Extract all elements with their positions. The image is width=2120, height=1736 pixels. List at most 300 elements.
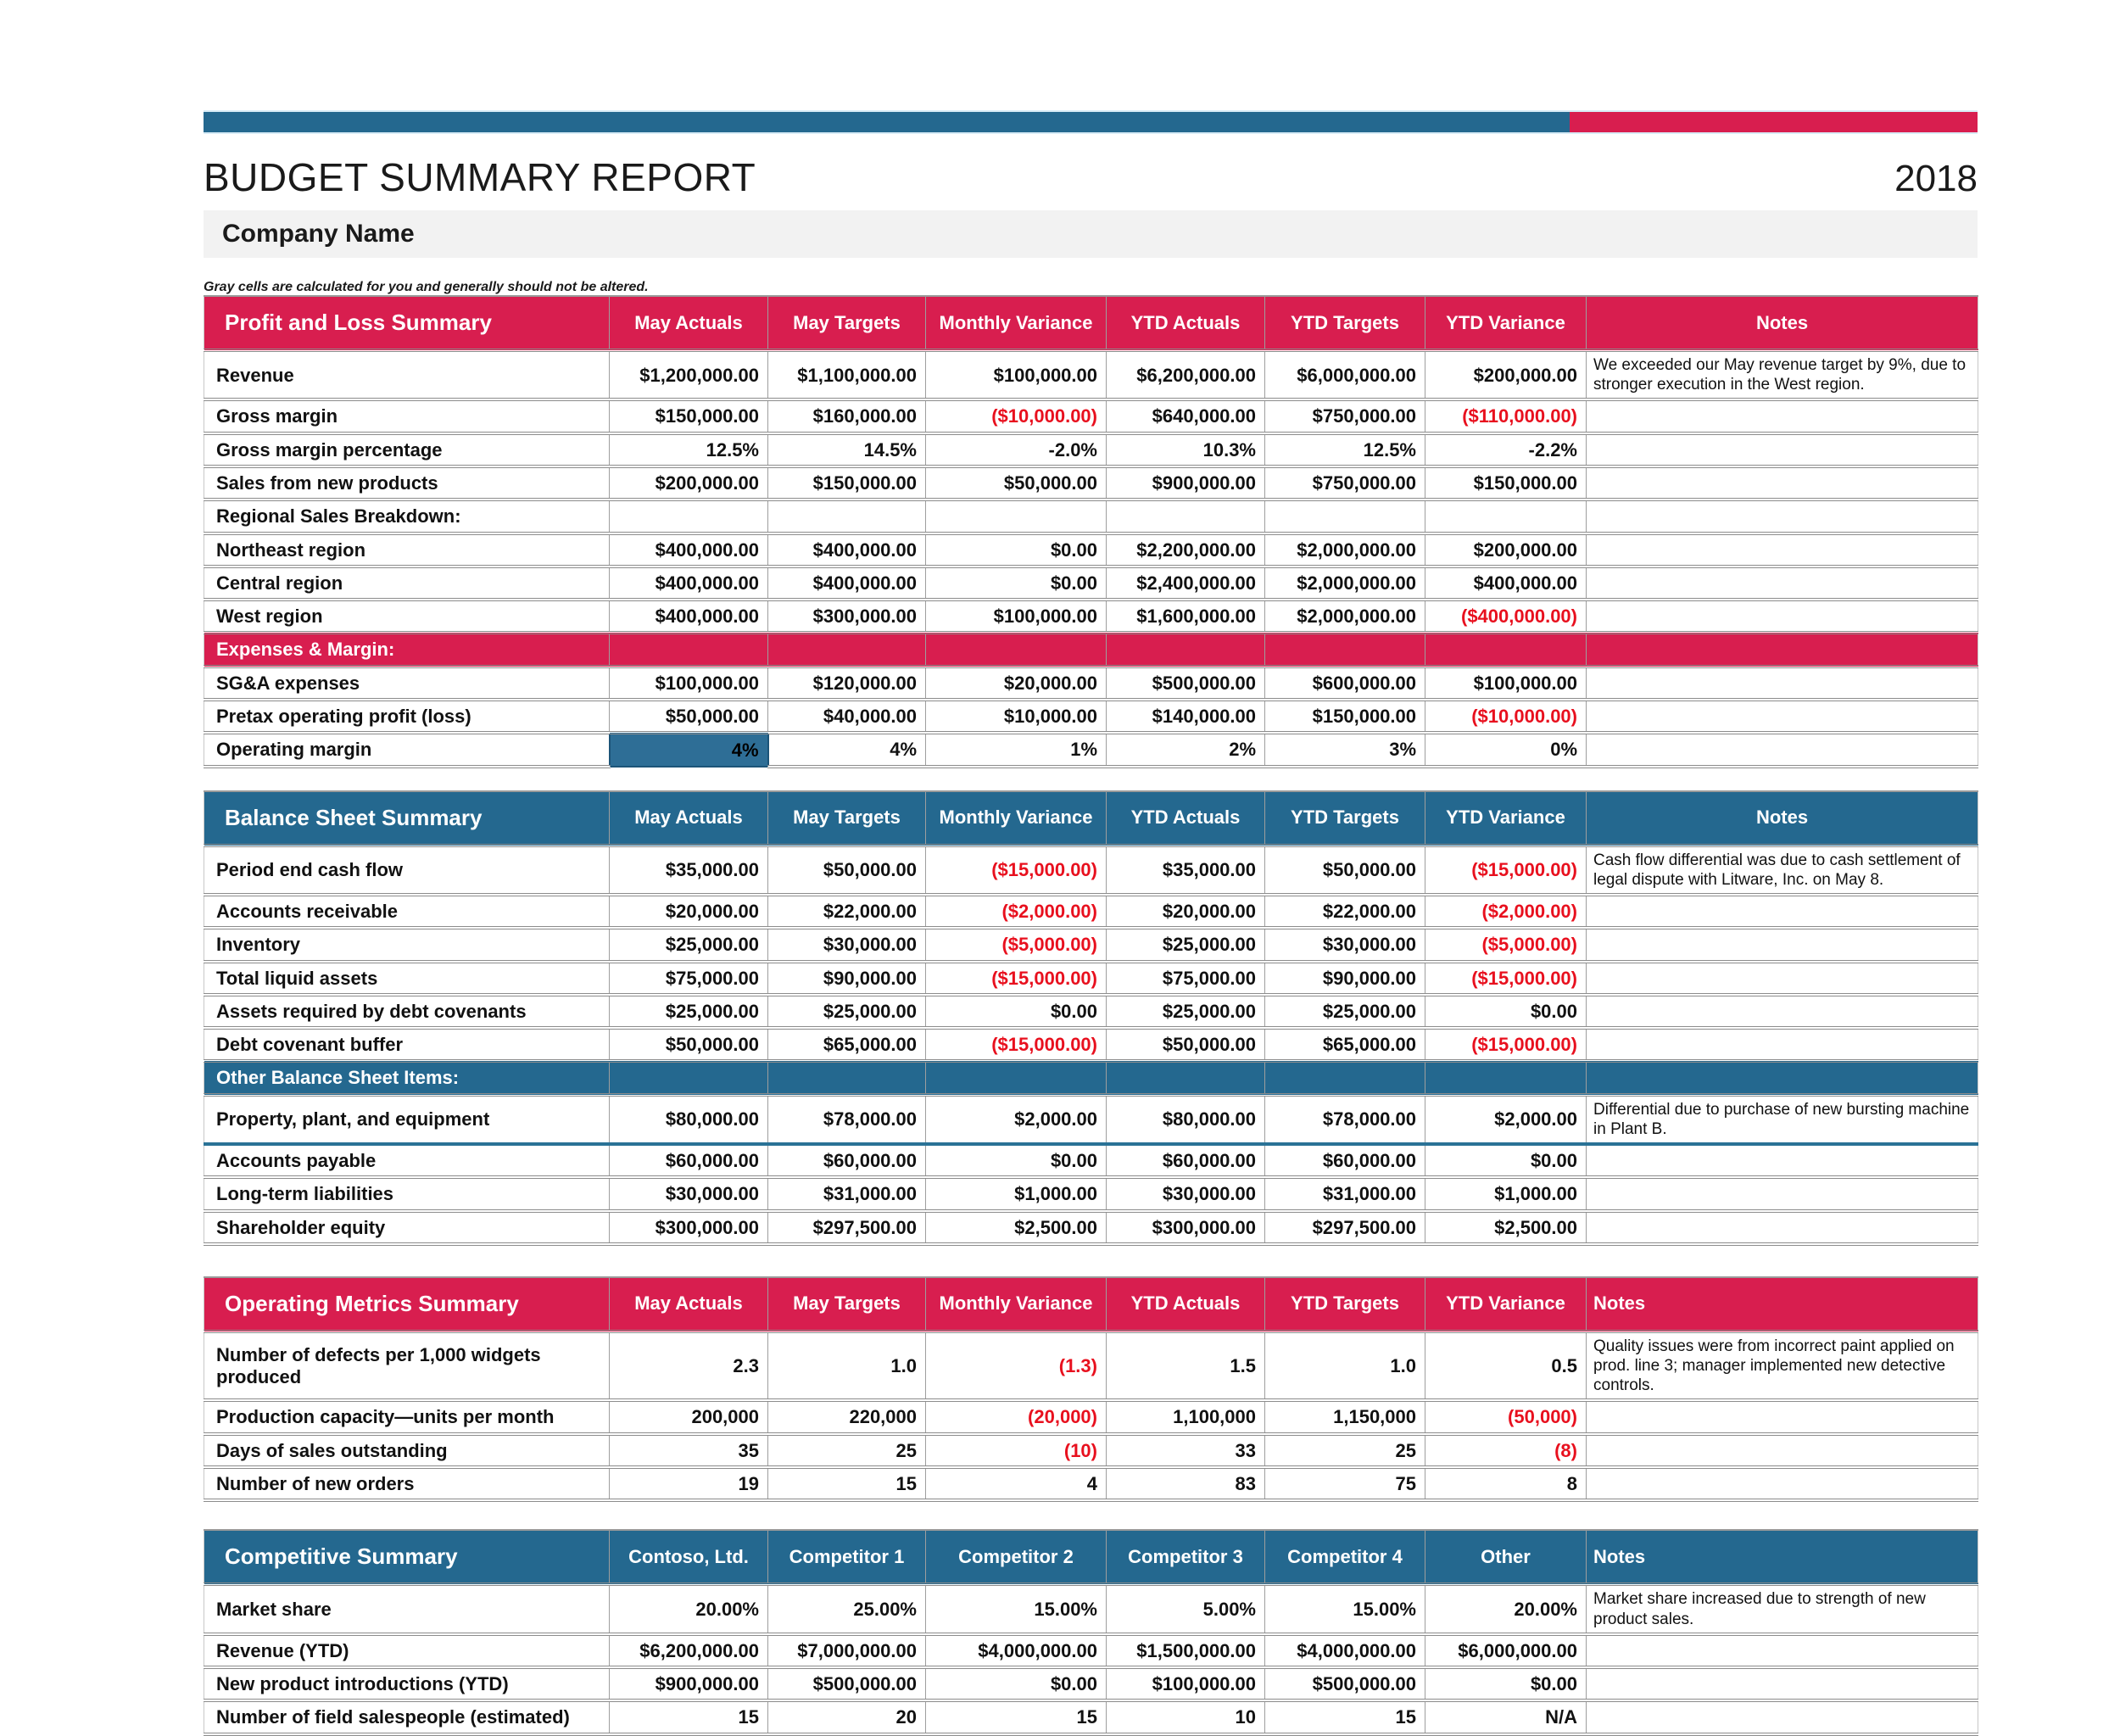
value-cell[interactable]: $400,000.00 xyxy=(768,533,926,567)
value-cell[interactable]: 15 xyxy=(1265,1700,1425,1733)
row-label[interactable]: Sales from new products xyxy=(204,466,610,500)
note-cell[interactable] xyxy=(1587,700,1978,733)
table-competitive-summary xyxy=(204,1529,1978,1735)
section-title[interactable]: Operating Metrics Summary xyxy=(204,1277,610,1331)
column-header-notes[interactable]: Notes xyxy=(1587,791,1978,846)
note-cell[interactable]: Market share increased due to strength of new product sales. xyxy=(1587,1584,1978,1633)
row-label[interactable]: Accounts payable xyxy=(204,1144,610,1177)
value-cell[interactable]: $6,200,000.00 xyxy=(610,1634,768,1667)
value-cell[interactable]: $100,000.00 xyxy=(1425,667,1587,700)
value-cell[interactable]: 5.00% xyxy=(1107,1584,1265,1633)
note-cell[interactable] xyxy=(1587,567,1978,600)
value-cell[interactable] xyxy=(768,633,926,666)
tables-container xyxy=(204,295,1978,1736)
value-cell[interactable]: $150,000.00 xyxy=(1265,700,1425,733)
row-label[interactable]: SG&A expenses xyxy=(204,667,610,700)
value-cell[interactable]: $400,000.00 xyxy=(610,533,768,567)
row-label[interactable]: Inventory xyxy=(204,928,610,961)
row-label[interactable]: Regional Sales Breakdown: xyxy=(204,500,610,533)
value-cell[interactable]: $65,000.00 xyxy=(1265,1028,1425,1061)
row-label[interactable]: Operating margin xyxy=(204,733,610,766)
value-cell[interactable]: $200,000.00 xyxy=(1425,533,1587,567)
value-cell[interactable]: $6,200,000.00 xyxy=(1107,350,1265,399)
row-label[interactable]: West region xyxy=(204,600,610,633)
value-cell[interactable]: 4 xyxy=(926,1467,1107,1500)
value-cell[interactable] xyxy=(610,500,768,533)
value-cell[interactable]: $2,000.00 xyxy=(1425,1095,1587,1144)
value-cell[interactable]: $7,000,000.00 xyxy=(768,1634,926,1667)
value-cell[interactable]: 1,150,000 xyxy=(1265,1400,1425,1433)
value-cell[interactable]: $22,000.00 xyxy=(768,895,926,928)
row-label[interactable]: Long-term liabilities xyxy=(204,1177,610,1210)
note-cell[interactable] xyxy=(1587,633,1978,666)
value-cell[interactable]: $2,200,000.00 xyxy=(1107,533,1265,567)
value-cell[interactable]: $640,000.00 xyxy=(1107,399,1265,433)
table-row xyxy=(204,633,1978,666)
value-cell[interactable]: 15 xyxy=(926,1700,1107,1733)
value-cell[interactable]: $90,000.00 xyxy=(1265,962,1425,995)
value-cell[interactable]: $400,000.00 xyxy=(768,567,926,600)
value-cell[interactable]: 1,100,000 xyxy=(1107,1400,1265,1433)
value-cell[interactable]: $500,000.00 xyxy=(768,1667,926,1700)
table-row xyxy=(204,500,1978,533)
value-cell[interactable]: ($15,000.00) xyxy=(926,962,1107,995)
note-cell[interactable] xyxy=(1587,533,1978,567)
column-header-notes[interactable]: Notes xyxy=(1587,296,1978,350)
row-label[interactable]: Revenue (YTD) xyxy=(204,1634,610,1667)
value-cell[interactable]: $50,000.00 xyxy=(1107,1028,1265,1061)
value-cell[interactable]: $40,000.00 xyxy=(768,700,926,733)
value-cell[interactable]: $75,000.00 xyxy=(1107,962,1265,995)
column-header-contoso-ltd[interactable]: Contoso, Ltd. xyxy=(610,1530,768,1584)
row-label[interactable]: Days of sales outstanding xyxy=(204,1434,610,1467)
value-cell[interactable]: $100,000.00 xyxy=(610,667,768,700)
note-cell[interactable]: Differential due to purchase of new bursting machine in Plant B. xyxy=(1587,1095,1978,1144)
value-cell[interactable]: $1,000.00 xyxy=(926,1177,1107,1210)
value-cell[interactable]: $1,200,000.00 xyxy=(610,350,768,399)
row-label[interactable]: Gross margin percentage xyxy=(204,433,610,466)
value-cell[interactable]: $750,000.00 xyxy=(1265,399,1425,433)
value-cell[interactable]: $900,000.00 xyxy=(610,1667,768,1700)
gray-cells-hint: Gray cells are calculated for you and generally should not be altered. xyxy=(204,280,649,294)
value-cell[interactable]: $25,000.00 xyxy=(610,928,768,961)
value-cell[interactable]: 2.3 xyxy=(610,1331,768,1401)
note-cell[interactable] xyxy=(1587,500,1978,533)
value-cell[interactable]: $22,000.00 xyxy=(1265,895,1425,928)
row-label[interactable]: Debt covenant buffer xyxy=(204,1028,610,1061)
value-cell[interactable]: $2,000,000.00 xyxy=(1265,567,1425,600)
row-label[interactable]: Number of new orders xyxy=(204,1467,610,1500)
value-cell[interactable]: $20,000.00 xyxy=(610,895,768,928)
note-cell[interactable] xyxy=(1587,399,1978,433)
selected-cell[interactable]: 4% xyxy=(610,733,768,766)
note-cell[interactable] xyxy=(1587,895,1978,928)
value-cell[interactable]: $35,000.00 xyxy=(1107,846,1265,895)
column-header-ytd-variance[interactable]: YTD Variance xyxy=(1425,1277,1587,1331)
row-label[interactable]: Accounts receivable xyxy=(204,895,610,928)
column-header-may-actuals[interactable]: May Actuals xyxy=(610,296,768,350)
value-cell[interactable] xyxy=(926,500,1107,533)
note-cell[interactable] xyxy=(1587,928,1978,961)
value-cell[interactable]: $25,000.00 xyxy=(1107,995,1265,1028)
report-page xyxy=(204,110,1978,1736)
note-cell[interactable] xyxy=(1587,1400,1978,1433)
value-cell[interactable]: $25,000.00 xyxy=(1265,995,1425,1028)
value-cell[interactable]: $80,000.00 xyxy=(610,1095,768,1144)
value-cell[interactable]: 8 xyxy=(1425,1467,1587,1500)
note-cell[interactable] xyxy=(1587,962,1978,995)
row-label[interactable]: Shareholder equity xyxy=(204,1211,610,1244)
table-row xyxy=(204,1634,1978,1667)
column-header-notes[interactable]: Notes xyxy=(1587,1277,1978,1331)
value-cell[interactable] xyxy=(610,1061,768,1094)
value-cell[interactable]: 19 xyxy=(610,1467,768,1500)
value-cell[interactable]: $6,000,000.00 xyxy=(1265,350,1425,399)
value-cell[interactable]: $30,000.00 xyxy=(1265,928,1425,961)
table-operating-metrics-summary xyxy=(204,1276,1978,1502)
value-cell[interactable]: $78,000.00 xyxy=(1265,1095,1425,1144)
value-cell[interactable]: 12.5% xyxy=(1265,433,1425,466)
accent-bar-blue-segment xyxy=(204,112,1570,132)
note-cell[interactable] xyxy=(1587,995,1978,1028)
value-cell[interactable]: N/A xyxy=(1425,1700,1587,1733)
row-label[interactable]: Production capacity—units per month xyxy=(204,1400,610,1433)
value-cell[interactable]: (20,000) xyxy=(926,1400,1107,1433)
value-cell[interactable] xyxy=(1425,500,1587,533)
note-cell[interactable]: We exceeded our May revenue target by 9%, due to stronger execution in the West region. xyxy=(1587,350,1978,399)
value-cell[interactable]: 25 xyxy=(1265,1434,1425,1467)
row-label[interactable]: Number of defects per 1,000 widgets produced xyxy=(204,1331,610,1401)
value-cell[interactable]: $0.00 xyxy=(1425,1667,1587,1700)
table-row xyxy=(204,350,1978,399)
value-cell[interactable] xyxy=(1107,633,1265,666)
value-cell[interactable]: $2,000,000.00 xyxy=(1265,533,1425,567)
row-label[interactable]: Number of field salespeople (estimated) xyxy=(204,1700,610,1733)
table-row xyxy=(204,1584,1978,1633)
value-cell[interactable]: $0.00 xyxy=(926,1667,1107,1700)
value-cell[interactable] xyxy=(1107,1061,1265,1094)
value-cell[interactable]: $100,000.00 xyxy=(1107,1667,1265,1700)
note-cell[interactable] xyxy=(1587,1434,1978,1467)
value-cell[interactable]: ($15,000.00) xyxy=(1425,846,1587,895)
note-cell[interactable]: Quality issues were from incorrect paint applied on prod. line 3; manager implemented new detective controls. xyxy=(1587,1331,1978,1401)
value-cell[interactable]: $1,100,000.00 xyxy=(768,350,926,399)
column-header-ytd-actuals[interactable]: YTD Actuals xyxy=(1107,1277,1265,1331)
value-cell[interactable]: 2% xyxy=(1107,733,1265,766)
column-header-monthly-variance[interactable]: Monthly Variance xyxy=(926,1277,1107,1331)
value-cell[interactable]: $400,000.00 xyxy=(610,600,768,633)
value-cell[interactable]: $1,600,000.00 xyxy=(1107,600,1265,633)
value-cell[interactable]: $30,000.00 xyxy=(1107,1177,1265,1210)
value-cell[interactable]: 15.00% xyxy=(926,1584,1107,1633)
value-cell[interactable]: $500,000.00 xyxy=(1107,667,1265,700)
value-cell[interactable]: $31,000.00 xyxy=(1265,1177,1425,1210)
company-name-field[interactable] xyxy=(204,210,1978,258)
value-cell[interactable]: $0.00 xyxy=(926,567,1107,600)
value-cell[interactable]: $60,000.00 xyxy=(768,1144,926,1177)
value-cell[interactable]: $60,000.00 xyxy=(1107,1144,1265,1177)
value-cell[interactable]: $140,000.00 xyxy=(1107,700,1265,733)
column-header-may-actuals[interactable]: May Actuals xyxy=(610,1277,768,1331)
value-cell[interactable] xyxy=(768,500,926,533)
column-header-may-targets[interactable]: May Targets xyxy=(768,1277,926,1331)
value-cell[interactable]: 15.00% xyxy=(1265,1584,1425,1633)
value-cell[interactable]: 20.00% xyxy=(1425,1584,1587,1633)
value-cell[interactable]: ($110,000.00) xyxy=(1425,399,1587,433)
value-cell[interactable]: $0.00 xyxy=(926,1144,1107,1177)
value-cell[interactable] xyxy=(768,1061,926,1094)
value-cell[interactable]: 1% xyxy=(926,733,1107,766)
value-cell[interactable]: $35,000.00 xyxy=(610,846,768,895)
note-cell[interactable] xyxy=(1587,1634,1978,1667)
value-cell[interactable]: 10 xyxy=(1107,1700,1265,1733)
value-cell[interactable] xyxy=(610,633,768,666)
value-cell[interactable]: $60,000.00 xyxy=(1265,1144,1425,1177)
row-label[interactable]: Central region xyxy=(204,567,610,600)
value-cell[interactable]: $60,000.00 xyxy=(610,1144,768,1177)
value-cell[interactable]: $120,000.00 xyxy=(768,667,926,700)
value-cell[interactable] xyxy=(1425,1061,1587,1094)
value-cell[interactable]: 15 xyxy=(768,1467,926,1500)
row-label[interactable]: Other Balance Sheet Items: xyxy=(204,1061,610,1094)
row-label[interactable]: Total liquid assets xyxy=(204,962,610,995)
value-cell[interactable]: $2,500.00 xyxy=(926,1211,1107,1244)
table-row xyxy=(204,433,1978,466)
value-cell[interactable]: $25,000.00 xyxy=(610,995,768,1028)
value-cell[interactable]: $65,000.00 xyxy=(768,1028,926,1061)
value-cell[interactable]: $100,000.00 xyxy=(926,600,1107,633)
value-cell[interactable]: 10.3% xyxy=(1107,433,1265,466)
value-cell[interactable]: $1,500,000.00 xyxy=(1107,1634,1265,1667)
column-header-notes[interactable]: Notes xyxy=(1587,1530,1978,1584)
value-cell[interactable] xyxy=(1425,633,1587,666)
value-cell[interactable] xyxy=(1265,1061,1425,1094)
column-header-competitor-1[interactable]: Competitor 1 xyxy=(768,1530,926,1584)
value-cell[interactable]: $50,000.00 xyxy=(926,466,1107,500)
value-cell[interactable]: $0.00 xyxy=(926,995,1107,1028)
value-cell[interactable]: ($15,000.00) xyxy=(926,846,1107,895)
row-label[interactable]: Property, plant, and equipment xyxy=(204,1095,610,1144)
value-cell[interactable]: 0.5 xyxy=(1425,1331,1587,1401)
note-cell[interactable] xyxy=(1587,1061,1978,1094)
value-cell[interactable]: 1.0 xyxy=(768,1331,926,1401)
value-cell[interactable]: $20,000.00 xyxy=(1107,895,1265,928)
value-cell[interactable]: $0.00 xyxy=(1425,995,1587,1028)
value-cell[interactable]: $50,000.00 xyxy=(1265,846,1425,895)
note-cell[interactable] xyxy=(1587,733,1978,766)
value-cell[interactable]: $90,000.00 xyxy=(768,962,926,995)
note-cell[interactable] xyxy=(1587,466,1978,500)
note-cell[interactable] xyxy=(1587,1144,1978,1177)
value-cell[interactable]: (8) xyxy=(1425,1434,1587,1467)
value-cell[interactable]: $900,000.00 xyxy=(1107,466,1265,500)
row-label[interactable]: Gross margin xyxy=(204,399,610,433)
table-row xyxy=(204,667,1978,700)
value-cell[interactable]: ($2,000.00) xyxy=(1425,895,1587,928)
value-cell[interactable]: 20.00% xyxy=(610,1584,768,1633)
row-label[interactable]: New product introductions (YTD) xyxy=(204,1667,610,1700)
row-label[interactable]: Revenue xyxy=(204,350,610,399)
table-row xyxy=(204,1434,1978,1467)
value-cell[interactable]: ($2,000.00) xyxy=(926,895,1107,928)
row-label[interactable]: Period end cash flow xyxy=(204,846,610,895)
column-header-may-actuals[interactable]: May Actuals xyxy=(610,791,768,846)
value-cell[interactable]: $300,000.00 xyxy=(610,1211,768,1244)
value-cell[interactable]: $31,000.00 xyxy=(768,1177,926,1210)
report-year: 2018 xyxy=(1894,158,1978,199)
value-cell[interactable]: $4,000,000.00 xyxy=(1265,1634,1425,1667)
value-cell[interactable]: $2,000,000.00 xyxy=(1265,600,1425,633)
value-cell[interactable]: (10) xyxy=(926,1434,1107,1467)
value-cell[interactable] xyxy=(1265,500,1425,533)
value-cell[interactable]: ($10,000.00) xyxy=(1425,700,1587,733)
value-cell[interactable] xyxy=(1107,500,1265,533)
value-cell[interactable]: $150,000.00 xyxy=(1425,466,1587,500)
value-cell[interactable]: $297,500.00 xyxy=(768,1211,926,1244)
value-cell[interactable]: $750,000.00 xyxy=(1265,466,1425,500)
table-row xyxy=(204,1667,1978,1700)
column-header-competitor-3[interactable]: Competitor 3 xyxy=(1107,1530,1265,1584)
value-cell[interactable]: ($10,000.00) xyxy=(926,399,1107,433)
value-cell[interactable]: 83 xyxy=(1107,1467,1265,1500)
note-cell[interactable] xyxy=(1587,1028,1978,1061)
value-cell[interactable]: $200,000.00 xyxy=(1425,350,1587,399)
value-cell[interactable]: 1.5 xyxy=(1107,1331,1265,1401)
value-cell[interactable]: 25.00% xyxy=(768,1584,926,1633)
column-header-other[interactable]: Other xyxy=(1425,1530,1587,1584)
value-cell[interactable]: 12.5% xyxy=(610,433,768,466)
note-cell[interactable] xyxy=(1587,433,1978,466)
column-header-ytd-variance[interactable]: YTD Variance xyxy=(1425,296,1587,350)
value-cell[interactable]: 220,000 xyxy=(768,1400,926,1433)
value-cell[interactable] xyxy=(1265,633,1425,666)
value-cell[interactable]: $20,000.00 xyxy=(926,667,1107,700)
note-cell[interactable] xyxy=(1587,667,1978,700)
value-cell[interactable]: $6,000,000.00 xyxy=(1425,1634,1587,1667)
note-cell[interactable] xyxy=(1587,1177,1978,1210)
value-cell[interactable]: ($400,000.00) xyxy=(1425,600,1587,633)
value-cell[interactable]: $2,500.00 xyxy=(1425,1211,1587,1244)
value-cell[interactable]: 14.5% xyxy=(768,433,926,466)
value-cell[interactable]: 25 xyxy=(768,1434,926,1467)
value-cell[interactable]: $30,000.00 xyxy=(768,928,926,961)
value-cell[interactable]: (50,000) xyxy=(1425,1400,1587,1433)
header-row xyxy=(204,1530,1978,1584)
column-header-may-targets[interactable]: May Targets xyxy=(768,296,926,350)
value-cell[interactable]: $300,000.00 xyxy=(768,600,926,633)
value-cell[interactable]: $30,000.00 xyxy=(610,1177,768,1210)
value-cell[interactable]: -2.2% xyxy=(1425,433,1587,466)
value-cell[interactable]: $150,000.00 xyxy=(610,399,768,433)
note-cell[interactable] xyxy=(1587,1667,1978,1700)
value-cell[interactable]: $25,000.00 xyxy=(768,995,926,1028)
value-cell[interactable]: 3% xyxy=(1265,733,1425,766)
value-cell[interactable]: $25,000.00 xyxy=(1107,928,1265,961)
value-cell[interactable]: 4% xyxy=(768,733,926,766)
value-cell[interactable]: ($5,000.00) xyxy=(1425,928,1587,961)
value-cell[interactable]: ($15,000.00) xyxy=(1425,962,1587,995)
value-cell[interactable]: $10,000.00 xyxy=(926,700,1107,733)
row-label[interactable]: Pretax operating profit (loss) xyxy=(204,700,610,733)
note-cell[interactable]: Cash flow differential was due to cash settlement of legal dispute with Litware, Inc. on May 8. xyxy=(1587,846,1978,895)
column-header-ytd-variance[interactable]: YTD Variance xyxy=(1425,791,1587,846)
value-cell[interactable]: $50,000.00 xyxy=(768,846,926,895)
value-cell[interactable]: $0.00 xyxy=(1425,1144,1587,1177)
value-cell[interactable]: $500,000.00 xyxy=(1265,1667,1425,1700)
value-cell[interactable]: ($5,000.00) xyxy=(926,928,1107,961)
column-header-monthly-variance[interactable]: Monthly Variance xyxy=(926,791,1107,846)
value-cell[interactable]: $0.00 xyxy=(926,533,1107,567)
value-cell[interactable]: $400,000.00 xyxy=(610,567,768,600)
row-label[interactable]: Northeast region xyxy=(204,533,610,567)
value-cell[interactable]: 35 xyxy=(610,1434,768,1467)
row-label[interactable]: Market share xyxy=(204,1584,610,1633)
value-cell[interactable] xyxy=(926,1061,1107,1094)
value-cell[interactable]: 1.0 xyxy=(1265,1331,1425,1401)
value-cell[interactable]: $4,000,000.00 xyxy=(926,1634,1107,1667)
column-header-may-targets[interactable]: May Targets xyxy=(768,791,926,846)
section-title[interactable]: Profit and Loss Summary xyxy=(204,296,610,350)
value-cell[interactable]: $78,000.00 xyxy=(768,1095,926,1144)
column-header-competitor-2[interactable]: Competitor 2 xyxy=(926,1530,1107,1584)
column-header-monthly-variance[interactable]: Monthly Variance xyxy=(926,296,1107,350)
column-header-ytd-targets[interactable]: YTD Targets xyxy=(1265,791,1425,846)
column-header-ytd-targets[interactable]: YTD Targets xyxy=(1265,1277,1425,1331)
row-label[interactable]: Expenses & Margin: xyxy=(204,633,610,666)
value-cell[interactable]: $400,000.00 xyxy=(1425,567,1587,600)
value-cell[interactable]: $2,400,000.00 xyxy=(1107,567,1265,600)
value-cell[interactable]: 15 xyxy=(610,1700,768,1733)
value-cell[interactable]: $75,000.00 xyxy=(610,962,768,995)
value-cell[interactable]: $100,000.00 xyxy=(926,350,1107,399)
value-cell[interactable]: $600,000.00 xyxy=(1265,667,1425,700)
header-row xyxy=(204,791,1978,846)
value-cell[interactable]: $150,000.00 xyxy=(768,466,926,500)
value-cell[interactable]: ($15,000.00) xyxy=(926,1028,1107,1061)
note-cell[interactable] xyxy=(1587,1467,1978,1500)
value-cell[interactable]: 200,000 xyxy=(610,1400,768,1433)
value-cell[interactable]: ($15,000.00) xyxy=(1425,1028,1587,1061)
row-label[interactable]: Assets required by debt covenants xyxy=(204,995,610,1028)
section-title[interactable]: Competitive Summary xyxy=(204,1530,610,1584)
value-cell[interactable] xyxy=(926,633,1107,666)
value-cell[interactable]: $50,000.00 xyxy=(610,700,768,733)
value-cell[interactable]: $160,000.00 xyxy=(768,399,926,433)
value-cell[interactable]: (1.3) xyxy=(926,1331,1107,1401)
column-header-ytd-actuals[interactable]: YTD Actuals xyxy=(1107,791,1265,846)
value-cell[interactable]: $297,500.00 xyxy=(1265,1211,1425,1244)
note-cell[interactable] xyxy=(1587,1211,1978,1244)
value-cell[interactable]: 75 xyxy=(1265,1467,1425,1500)
column-header-ytd-actuals[interactable]: YTD Actuals xyxy=(1107,296,1265,350)
table-row xyxy=(204,1331,1978,1401)
section-title[interactable]: Balance Sheet Summary xyxy=(204,791,610,846)
value-cell[interactable]: $200,000.00 xyxy=(610,466,768,500)
value-cell[interactable]: 20 xyxy=(768,1700,926,1733)
value-cell[interactable]: $80,000.00 xyxy=(1107,1095,1265,1144)
column-header-ytd-targets[interactable]: YTD Targets xyxy=(1265,296,1425,350)
value-cell[interactable]: $50,000.00 xyxy=(610,1028,768,1061)
value-cell[interactable]: 33 xyxy=(1107,1434,1265,1467)
column-header-competitor-4[interactable]: Competitor 4 xyxy=(1265,1530,1425,1584)
note-cell[interactable] xyxy=(1587,600,1978,633)
value-cell[interactable]: -2.0% xyxy=(926,433,1107,466)
value-cell[interactable]: $1,000.00 xyxy=(1425,1177,1587,1210)
value-cell[interactable]: $2,000.00 xyxy=(926,1095,1107,1144)
note-cell[interactable] xyxy=(1587,1700,1978,1733)
value-cell[interactable]: $300,000.00 xyxy=(1107,1211,1265,1244)
value-cell[interactable]: 0% xyxy=(1425,733,1587,766)
